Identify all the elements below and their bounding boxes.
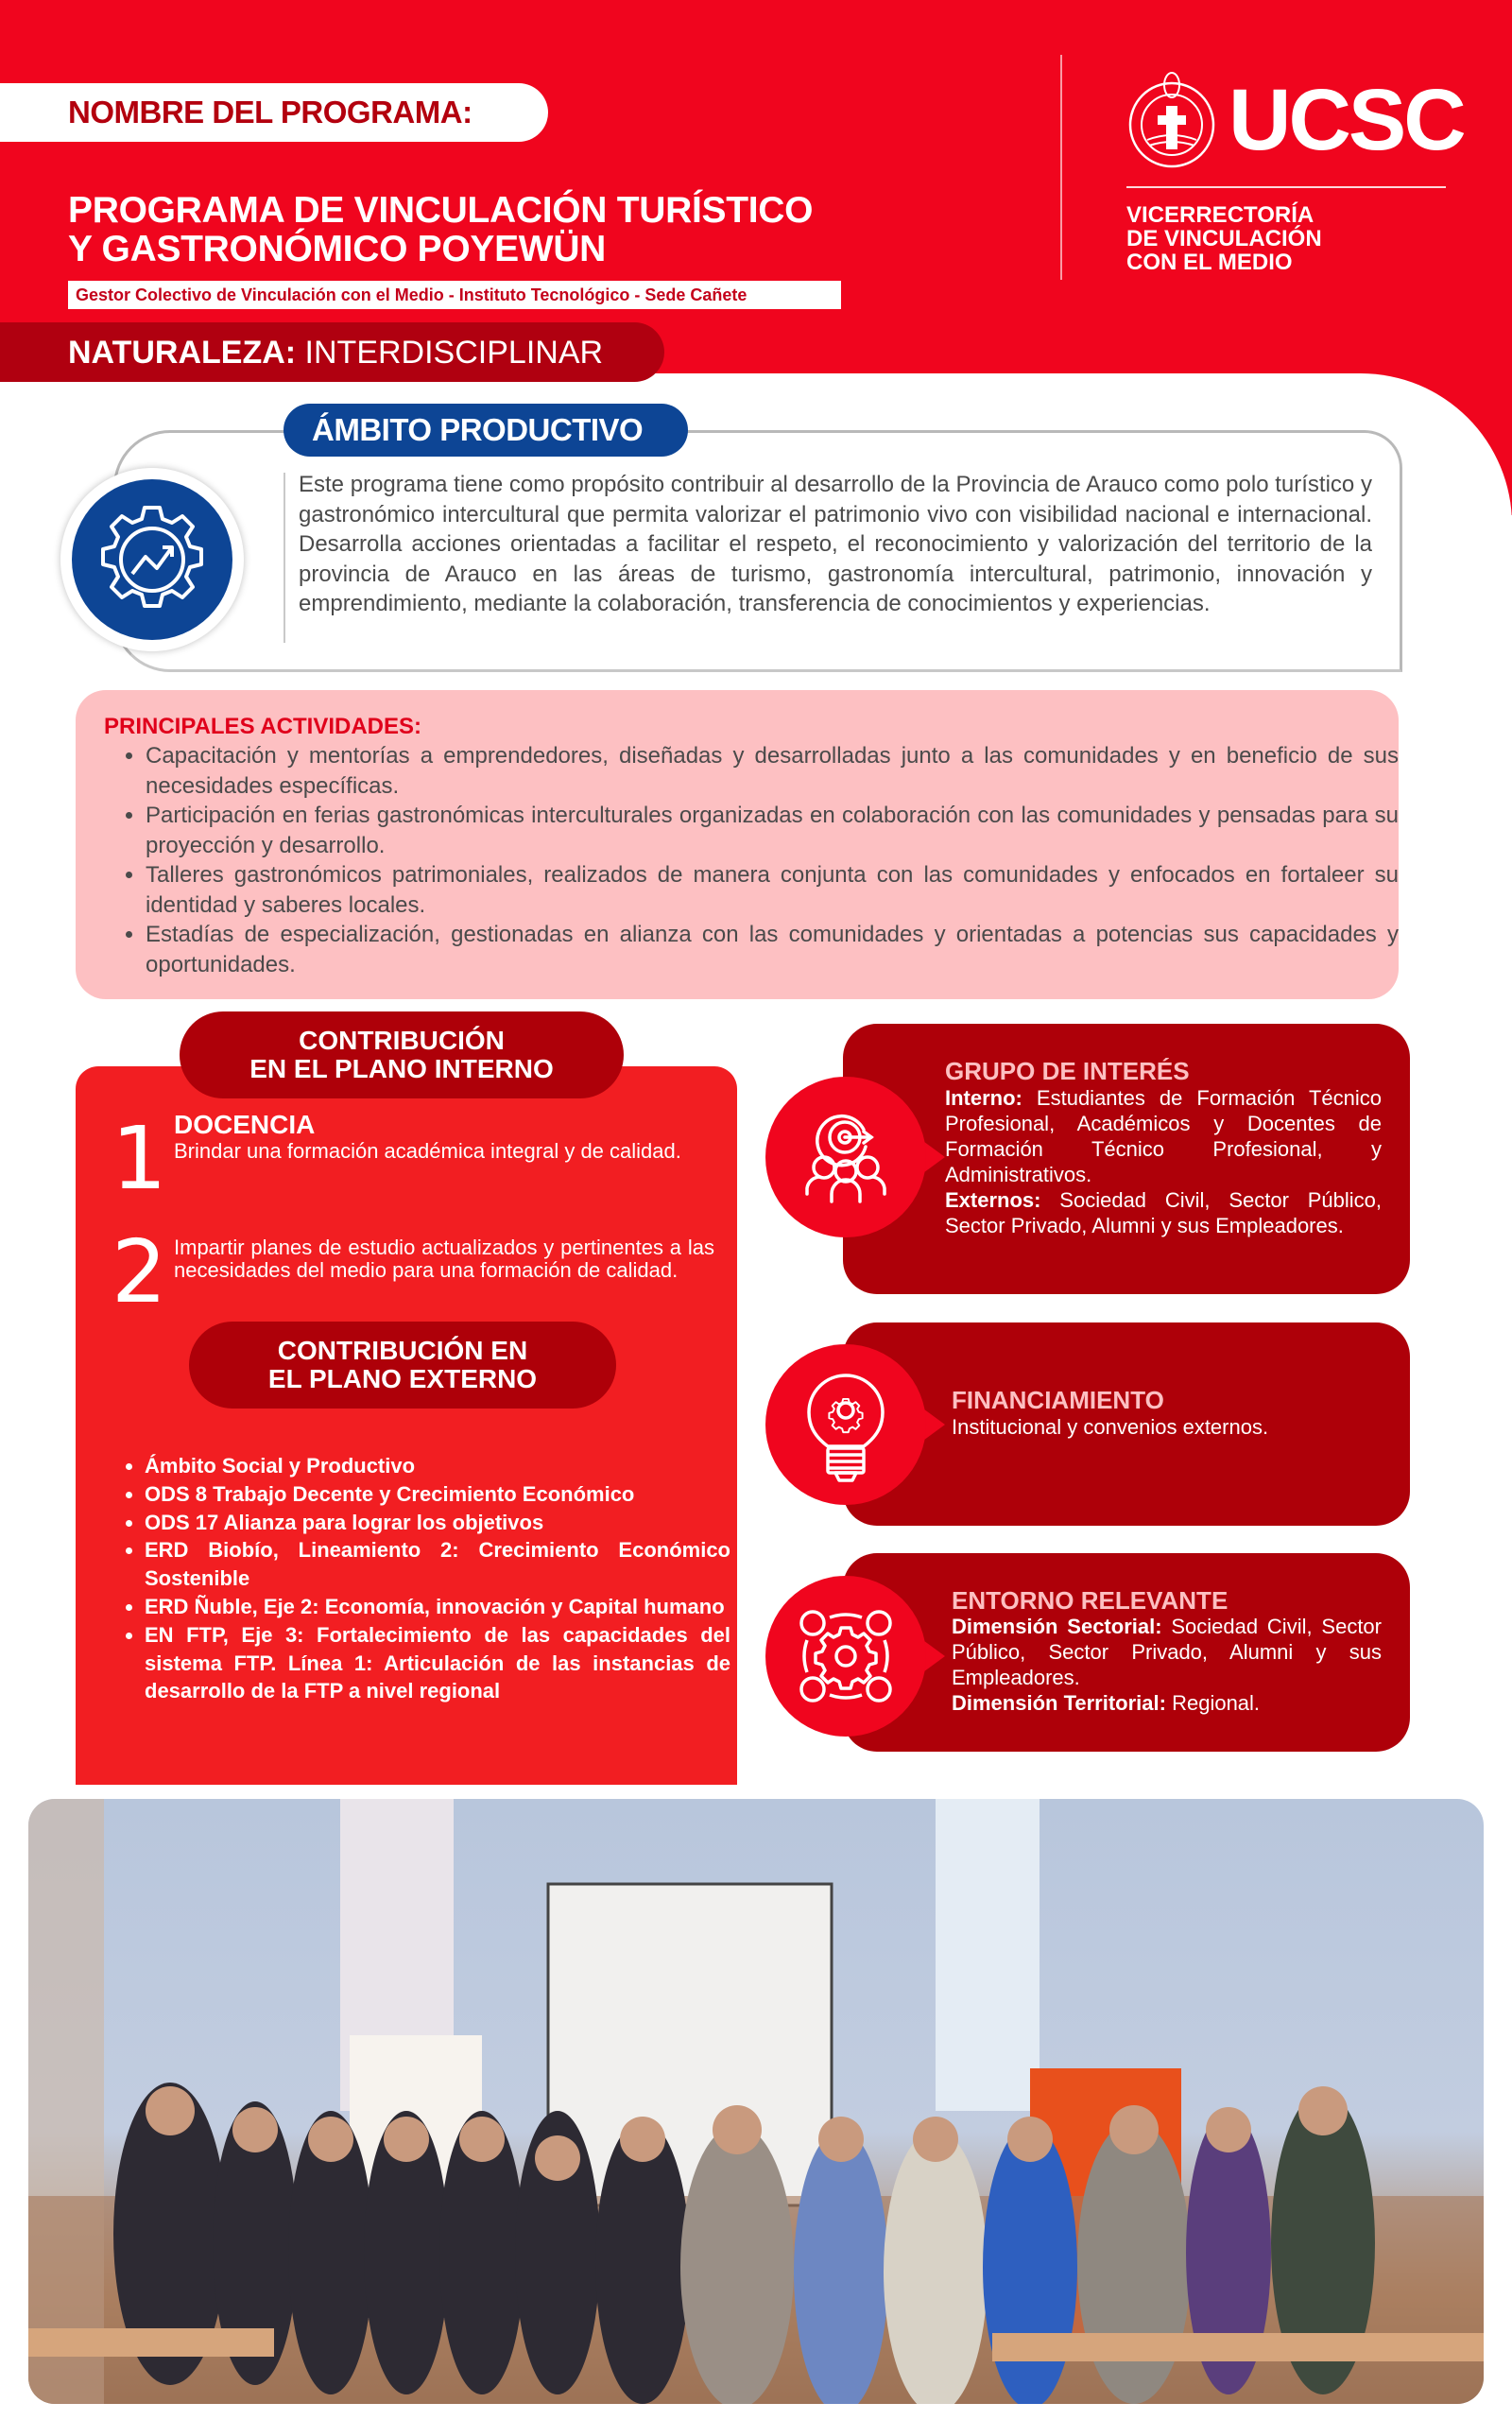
program-name-label: NOMBRE DEL PROGRAMA: <box>68 95 472 130</box>
vice-line3: CON EL MEDIO <box>1126 250 1293 275</box>
activities-list <box>119 741 1399 979</box>
group-photo-illustration <box>28 1799 1484 2404</box>
interno-text: Estudiantes de Formación Técnico Profesional, Académicos y Docentes de Formación Técnico Profesional, y Administrativos. <box>945 1086 1382 1186</box>
ambito-icon-circle <box>72 479 232 640</box>
external-title-line2: EL PLANO EXTERNO <box>267 1364 538 1393</box>
item-number-2: 2 <box>112 1221 167 1322</box>
internal-title-line1: CONTRIBUCIÓN <box>299 1026 505 1055</box>
environment-bubble <box>765 1576 926 1737</box>
environment-title: ENTORNO RELEVANTE <box>952 1586 1228 1615</box>
ambito-title-pill <box>284 404 688 457</box>
interest-group-title: GRUPO DE INTERÉS <box>945 1057 1190 1085</box>
territorial-text: Regional. <box>1165 1691 1261 1715</box>
program-subtitle-box <box>68 281 841 309</box>
internal-title-line2: EN EL PLANO INTERNO <box>249 1054 554 1083</box>
target-people-icon <box>765 1077 926 1237</box>
external-item: • ERD Ñuble, Eje 2: Economía, innovación y Capital humano <box>145 1593 730 1621</box>
external-item: • ODS 17 Alianza para lograr los objetivos <box>145 1509 730 1537</box>
program-title <box>68 191 1013 268</box>
nature-label: NATURALEZA: <box>68 335 297 371</box>
program-title-line2: Y GASTRONÓMICO POYEWÜN <box>68 229 607 269</box>
docencia-text: Brindar una formación académica integral y de calidad. <box>174 1139 681 1163</box>
external-item: • ERD Biobío, Lineamiento 2: Crecimiento Económico Sostenible <box>145 1536 730 1593</box>
external-list <box>118 1452 730 1705</box>
externos-label: Externos: <box>945 1188 1041 1212</box>
external-contribution-pill <box>189 1322 616 1409</box>
internal-item-2-text: Impartir planes de estudio actualizados y pertinentes a las necesidades del medio para una formación de calidad. <box>174 1236 714 1282</box>
externos-text: Sociedad Civil, Sector Público, Sector Privado, Alumni y sus Empleadores. <box>945 1188 1382 1237</box>
funding-title: FINANCIAMIENTO <box>952 1386 1164 1414</box>
activity-item: • Participación en ferias gastronómicas interculturales organizadas en colaboración con las comunidades y pensadas para su proyección y desarrollo. <box>146 801 1399 860</box>
logo-divider <box>1126 186 1446 188</box>
activity-item: • Capacitación y mentorías a emprendedores, diseñadas y desarrolladas junto a las comunidades y en beneficio de sus necesidades específicas. <box>146 741 1399 801</box>
network-gear-icon <box>765 1576 926 1737</box>
activity-item: • Estadías de especialización, gestionadas en alianza con las comunidades y orientadas a potencias sus capacidades y oportunidades. <box>146 920 1399 979</box>
external-item: • EN FTP, Eje 3: Fortalecimiento de las capacidades del sistema FTP. Línea 1: Articulación de las instancias de desarrollo de la FTP a nivel regional <box>145 1621 730 1705</box>
external-item: • Ámbito Social y Productivo <box>145 1452 730 1480</box>
ambito-description: Este programa tiene como propósito contribuir al desarrollo de la Provincia de Arauco como polo turístico y gastronómico intercultural que permita valorizar el patrimonio vivo con visibilidad nacional e internacional. Desarrolla acciones orientadas a facilitar el respeto, el reconocimiento y valorización del territorio de la provincia de Arauco en las áreas de turismo, gastronomía intercultural, patrimonio, innovación y emprendimiento, mediante la colaboración, transferencia de conocimientos y experiencias. <box>299 472 1372 616</box>
ambito-text-bar <box>284 473 285 643</box>
activities-title: PRINCIPALES ACTIVIDADES: <box>104 714 422 739</box>
interno-label: Interno: <box>945 1086 1022 1110</box>
external-item: • ODS 8 Trabajo Decente y Crecimiento Económico <box>145 1480 730 1509</box>
interest-group-bubble <box>765 1077 926 1237</box>
sectorial-label: Dimensión Sectorial: <box>952 1615 1162 1638</box>
nature-value: INTERDISCIPLINAR <box>296 335 604 371</box>
gear-chart-icon <box>72 479 232 640</box>
external-title-line1: CONTRIBUCIÓN EN <box>277 1336 528 1365</box>
vice-line2: DE VINCULACIÓN <box>1126 226 1322 251</box>
group-photo <box>28 1799 1484 2404</box>
header-divider <box>1060 55 1062 280</box>
funding-bubble <box>765 1344 926 1505</box>
ucsc-seal-logo <box>1126 72 1217 170</box>
vicerrectoria-label <box>1126 203 1410 274</box>
internal-contribution-pill <box>180 1011 624 1098</box>
item-number-1: 1 <box>112 1108 167 1209</box>
ucsc-logo-text: UCSC <box>1228 72 1464 168</box>
vice-line1: VICERRECTORÍA <box>1126 202 1314 228</box>
activity-item: • Talleres gastronómicos patrimoniales, realizados de manera conjunta con las comunidades y enfocados en fortaleer su identidad y saberes locales. <box>146 860 1399 920</box>
ambito-title: ÁMBITO PRODUCTIVO <box>312 412 644 447</box>
funding-text: Institucional y convenios externos. <box>952 1415 1269 1439</box>
program-title-line1: PROGRAMA DE VINCULACIÓN TURÍSTICO <box>68 190 814 231</box>
lightbulb-gear-icon <box>765 1344 926 1505</box>
program-name-label-pill <box>0 83 548 142</box>
program-subtitle: Gestor Colectivo de Vinculación con el Medio - Instituto Tecnológico - Sede Cañete <box>76 285 747 304</box>
interest-group-text <box>945 1085 1382 1238</box>
territorial-label: Dimensión Territorial: <box>952 1691 1166 1715</box>
nature-pill <box>0 322 664 382</box>
docencia-title: DOCENCIA <box>174 1110 316 1139</box>
sectorial-text: Sociedad Civil, Sector Público, Sector Privado, Alumni y sus Empleadores. <box>952 1615 1382 1689</box>
environment-text <box>952 1614 1382 1716</box>
